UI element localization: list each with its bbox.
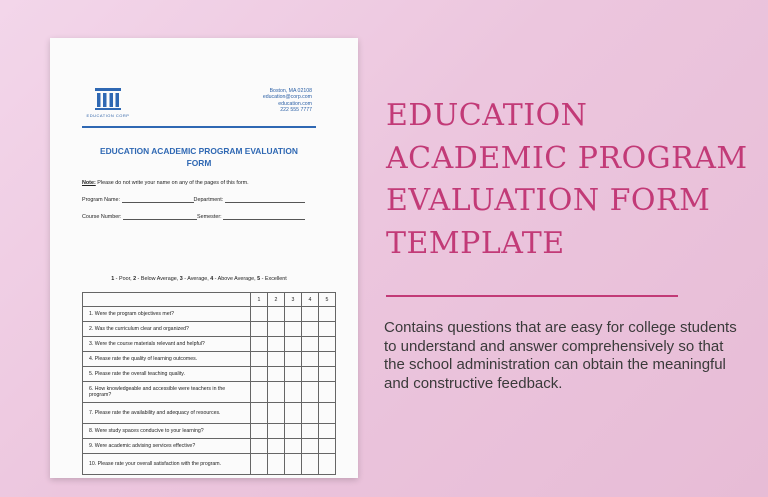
question-text: 1. Were the program objectives met? — [83, 307, 251, 322]
scale-text: - Poor, — [114, 276, 134, 282]
rating-cell[interactable] — [319, 307, 336, 322]
rating-cell[interactable] — [251, 307, 268, 322]
scale-number: 2 — [133, 276, 137, 282]
rating-header: 5 — [319, 293, 336, 307]
headline-divider — [386, 295, 678, 297]
rating-cell[interactable] — [319, 352, 336, 367]
question-text: 8. Were study spaces conducive to your learning? — [83, 424, 251, 439]
course-number-label: Course Number: — [82, 214, 122, 220]
contact-address: Boston, MA 02108 — [269, 88, 312, 94]
rating-cell[interactable] — [251, 382, 268, 403]
rating-cell[interactable] — [319, 403, 336, 424]
rating-cell[interactable] — [251, 367, 268, 382]
scale-text: - Above Average, — [213, 276, 258, 282]
scale-text: - Below Average, — [136, 276, 180, 282]
rating-cell[interactable] — [302, 424, 319, 439]
department-label: Department: — [193, 197, 224, 203]
headline-line: TEMPLATE — [386, 225, 565, 261]
header-rule — [82, 126, 316, 128]
contact-email: education@corp.com — [262, 94, 312, 101]
program-name-label: Program Name: — [82, 197, 121, 203]
rating-cell[interactable] — [251, 454, 268, 475]
note-label: Note: — [82, 180, 96, 186]
rating-cell[interactable] — [319, 322, 336, 337]
rating-cell[interactable] — [319, 439, 336, 454]
question-text: 6. How knowledgeable and accessible were teachers in the program? — [83, 382, 251, 403]
rating-cell[interactable] — [285, 424, 302, 439]
contact-phone: 222 555 7777 — [280, 106, 312, 113]
rating-cell[interactable] — [268, 337, 285, 352]
scale-number: 5 — [257, 276, 261, 282]
contact-website: education.com — [278, 100, 312, 107]
rating-header: 1 — [251, 293, 268, 307]
rating-cell[interactable] — [285, 439, 302, 454]
rating-cell[interactable] — [268, 424, 285, 439]
rating-cell[interactable] — [302, 403, 319, 424]
semester-field[interactable] — [223, 214, 305, 220]
rating-header: 2 — [268, 293, 285, 307]
rating-cell[interactable] — [251, 337, 268, 352]
table-row — [83, 352, 336, 367]
rating-header: 3 — [285, 293, 302, 307]
scale-text: - Excellent — [260, 276, 287, 282]
document-title — [82, 145, 316, 169]
rating-cell[interactable] — [285, 337, 302, 352]
table-header-row — [83, 293, 336, 307]
logo — [86, 88, 130, 118]
form-document — [50, 38, 358, 478]
template-description: Contains questions that are easy for college students to understand and answer comprehensively so that the school administration can obtain the meaningful and constructive feedback. — [384, 319, 737, 392]
rating-cell[interactable] — [268, 352, 285, 367]
headline-line: EVALUATION FORM — [386, 183, 711, 218]
course-semester-line — [82, 214, 305, 220]
logo-text: EDUCATION CORP — [86, 113, 130, 118]
document-title-line: FORM — [186, 158, 212, 168]
note-line — [82, 180, 249, 186]
program-department-line — [82, 197, 305, 203]
headline-line: ACADEMIC PROGRAM — [386, 140, 748, 176]
question-text: 4. Please rate the quality of learning outcomes. — [83, 352, 251, 367]
scale-text: - Average, — [182, 276, 211, 282]
table-row — [83, 424, 336, 439]
question-text: 2. Was the curriculum clear and organized? — [83, 322, 251, 337]
document-title-line: EDUCATION ACADEMIC PROGRAM EVALUATION — [100, 146, 298, 156]
rating-cell[interactable] — [319, 454, 336, 475]
note-text: Please do not write your name on any of the pages of this form. — [95, 180, 249, 186]
columns-logo-icon — [95, 88, 121, 110]
rating-cell[interactable] — [302, 439, 319, 454]
scale-number: 3 — [179, 276, 183, 282]
contact-block — [263, 88, 312, 113]
table-row — [83, 439, 336, 454]
rating-cell[interactable] — [268, 454, 285, 475]
table-row — [83, 382, 336, 403]
question-text: 10. Please rate your overall satisfaction with the program. — [83, 454, 251, 475]
rating-cell[interactable] — [251, 439, 268, 454]
rating-cell[interactable] — [268, 403, 285, 424]
rating-cell[interactable] — [251, 424, 268, 439]
rating-scale-legend — [82, 276, 316, 282]
rating-cell[interactable] — [268, 307, 285, 322]
department-field[interactable] — [225, 197, 305, 203]
rating-cell[interactable] — [251, 322, 268, 337]
rating-cell[interactable] — [251, 352, 268, 367]
rating-cell[interactable] — [302, 382, 319, 403]
rating-cell[interactable] — [302, 307, 319, 322]
table-row — [83, 454, 336, 475]
rating-cell[interactable] — [302, 322, 319, 337]
table-row — [83, 367, 336, 382]
scale-number: 1 — [111, 276, 115, 282]
rating-cell[interactable] — [302, 454, 319, 475]
rating-cell[interactable] — [285, 454, 302, 475]
question-text: 7. Please rate the availability and adequacy of resources. — [83, 403, 251, 424]
table-row — [83, 337, 336, 352]
rating-cell[interactable] — [285, 382, 302, 403]
rating-cell[interactable] — [285, 322, 302, 337]
rating-cell[interactable] — [251, 403, 268, 424]
table-row — [83, 307, 336, 322]
rating-cell[interactable] — [285, 403, 302, 424]
question-text: 9. Were academic advising services effective? — [83, 439, 251, 454]
rating-cell[interactable] — [302, 367, 319, 382]
rating-cell[interactable] — [302, 352, 319, 367]
rating-cell[interactable] — [285, 352, 302, 367]
headline-line: EDUCATION — [386, 98, 588, 133]
scale-number: 4 — [210, 276, 214, 282]
semester-label: Semester: — [197, 214, 222, 220]
rating-cell[interactable] — [285, 307, 302, 322]
template-headline — [386, 95, 756, 265]
rating-cell[interactable] — [268, 439, 285, 454]
question-text: 5. Please rate the overall teaching quality. — [83, 367, 251, 382]
rating-cell[interactable] — [268, 382, 285, 403]
rating-cell[interactable] — [319, 337, 336, 352]
rating-cell[interactable] — [268, 322, 285, 337]
table-row — [83, 403, 336, 424]
course-number-field[interactable] — [123, 214, 197, 220]
rating-header: 4 — [302, 293, 319, 307]
rating-cell[interactable] — [285, 367, 302, 382]
rating-cell[interactable] — [319, 367, 336, 382]
table-row — [83, 322, 336, 337]
question-header-cell — [83, 293, 251, 307]
rating-table — [82, 292, 336, 475]
rating-cell[interactable] — [268, 367, 285, 382]
program-name-field[interactable] — [122, 197, 194, 203]
rating-cell[interactable] — [319, 424, 336, 439]
rating-cell[interactable] — [302, 337, 319, 352]
rating-cell[interactable] — [319, 382, 336, 403]
question-text: 3. Were the course materials relevant and helpful? — [83, 337, 251, 352]
